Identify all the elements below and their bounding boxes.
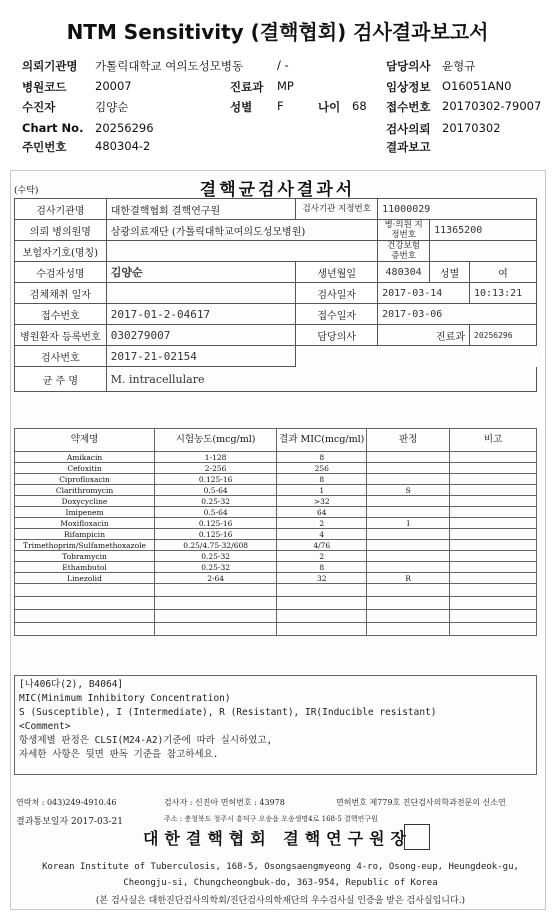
footer-institute: 대한결핵협회 결핵연구원장	[142, 829, 413, 848]
req-inst-value: 가톨릭대학교 여의도성모병동	[95, 59, 244, 73]
hosp-code-value: 20007	[95, 79, 132, 93]
drug-mic: 8	[277, 474, 367, 485]
drug-row	[15, 551, 537, 562]
drug-remark	[450, 518, 537, 529]
notes-code: [나406다(2), B4064]	[19, 679, 124, 690]
footer-license: 면허번호 제779호 진단검사의학과전문의 신소연	[336, 798, 506, 807]
drug-mic: 4/76	[277, 540, 367, 551]
empty-cell	[155, 597, 277, 610]
drug-mic: 1	[277, 485, 367, 496]
name-label: 수진자	[22, 100, 56, 114]
drug-conc: 0.125-16	[155, 474, 277, 485]
drug-name: Ciprofloxacin	[15, 474, 155, 485]
drug-name: Clarithromycin	[15, 485, 155, 496]
drug-remark	[450, 485, 537, 496]
drug-name: Cefoxitin	[15, 463, 155, 474]
drug-interp	[367, 452, 450, 463]
col-remark: 비고	[450, 429, 537, 452]
patient-value: 김양순	[106, 262, 296, 283]
age-value: 68	[352, 99, 367, 113]
req-inst-slash: / -	[277, 58, 289, 72]
insure-no-label: 건강보험 증번호	[378, 241, 430, 262]
drug-conc: 0.5-64	[155, 485, 277, 496]
drug-name: Tobramycin	[15, 551, 155, 562]
lab-value: 대한결핵협회 결핵연구원	[106, 199, 296, 220]
test-no-value: 2017-21-02154	[106, 346, 296, 367]
accept-no-label: 접수번호	[15, 304, 107, 325]
chart-value: 20256296	[95, 121, 154, 135]
insure-no-value	[430, 241, 537, 262]
drug-interp	[367, 474, 450, 485]
drug-remark	[450, 452, 537, 463]
req-inst-label: 의뢰기관명	[22, 59, 78, 73]
drug-conc: 0.5-64	[155, 507, 277, 518]
footer-eng1: Korean Institute of Tuberculosis, 168-5, Osongsaengmyeong 4-ro, Osong-eup, Heungdeok-gu,	[42, 862, 519, 872]
drug-row	[15, 463, 537, 474]
drug-interp: R	[367, 573, 450, 584]
form-sex-label: 성별	[430, 262, 470, 283]
empty-row	[15, 584, 537, 597]
request-value: 20170302	[442, 121, 501, 135]
collect-label: 검체채취 일자	[15, 283, 107, 304]
empty-cell	[15, 610, 155, 623]
lab-no-value: 11000029	[378, 199, 537, 220]
drug-name: Linezolid	[15, 573, 155, 584]
footer-report-date: 결과통보일자 2017-03-21	[16, 817, 123, 827]
name-value: 김양순	[95, 100, 129, 114]
test-date-value: 2017-03-14	[378, 283, 470, 304]
report-label: 결과보고	[386, 140, 431, 154]
drug-interp	[367, 562, 450, 573]
drug-remark	[450, 551, 537, 562]
lab-no-label: 검사기관 지정번호	[296, 199, 378, 220]
drug-mic: 4	[277, 529, 367, 540]
drug-row	[15, 496, 537, 507]
empty-row	[15, 610, 537, 623]
drug-name: Rifampicin	[15, 529, 155, 540]
drug-mic: 8	[277, 452, 367, 463]
age-label: 나이	[318, 100, 341, 114]
test-no-label: 검사번호	[15, 346, 107, 367]
drug-mic: >32	[277, 496, 367, 507]
drug-conc: 0.25-32	[155, 562, 277, 573]
drug-interp	[367, 551, 450, 562]
organism-label: 균 주 명	[15, 367, 107, 392]
doctor-value: 윤형규	[442, 59, 476, 73]
drug-remark	[450, 496, 537, 507]
request-label: 검사의뢰	[386, 122, 431, 136]
birth-label: 생년월일	[296, 262, 378, 283]
drug-conc: 0.25/4.75-32/608	[155, 540, 277, 551]
empty-cell	[450, 597, 537, 610]
organism-value: M. intracellulare	[106, 367, 536, 392]
notes-line2: S (Susceptible), I (Intermediate), R (Resistant), IR(Inducible resistant)	[19, 707, 437, 718]
col-conc: 시험농도(mcg/ml)	[155, 429, 277, 452]
footer-address-kr: 주소 : 충청북도 청주시 흥덕구 오송읍 오송생명4로 168-5 결핵연구원	[164, 815, 378, 823]
empty-cell	[367, 597, 450, 610]
drug-conc: 0.125-16	[155, 529, 277, 540]
drug-name: Doxycycline	[15, 496, 155, 507]
drug-row	[15, 562, 537, 573]
empty-cell	[155, 623, 277, 636]
drug-name: Moxifloxacin	[15, 518, 155, 529]
drug-row	[15, 452, 537, 463]
receipt-label: 접수번호	[386, 100, 431, 114]
col-interp: 판정	[367, 429, 450, 452]
drug-mic: 2	[277, 551, 367, 562]
drug-conc: 0.25-32	[155, 496, 277, 507]
drug-remark	[450, 529, 537, 540]
empty-row	[15, 623, 537, 636]
lab-label: 검사기관명	[15, 199, 107, 220]
reg-label: 병원환자 등록번호	[15, 325, 107, 346]
footer-contact: 연락처 : 043)249-4910.46	[16, 798, 117, 807]
drug-mic: 32	[277, 573, 367, 584]
test-date-label: 검사일자	[296, 283, 378, 304]
info-table	[14, 198, 537, 392]
drug-row	[15, 474, 537, 485]
sex-value: F	[277, 99, 284, 113]
form-dept-value: 20256296	[470, 325, 537, 346]
drug-row	[15, 485, 537, 496]
clinical-label: 임상정보	[386, 80, 431, 94]
empty-cell	[450, 584, 537, 597]
drug-table	[14, 428, 537, 636]
hosp-no-label: 병·의원 지정번호	[378, 220, 430, 241]
drug-interp	[367, 463, 450, 474]
empty-cell	[277, 610, 367, 623]
empty-cell	[277, 623, 367, 636]
form-title: 결핵균검사결과서	[199, 180, 356, 200]
insure-label: 보험자기호(명칭)	[15, 241, 107, 262]
drug-name: Ethambutol	[15, 562, 155, 573]
clinical-value: O16051AN0	[442, 79, 512, 93]
notes-line5: 자세한 사항은 뒷면 판독 기준을 참고하세요.	[19, 749, 219, 760]
drug-interp: I	[367, 518, 450, 529]
drug-remark	[450, 463, 537, 474]
drug-name: Amikacin	[15, 452, 155, 463]
drug-row	[15, 573, 537, 584]
notes-line3: <Comment>	[19, 721, 71, 732]
drug-interp	[367, 540, 450, 551]
empty-cell	[277, 584, 367, 597]
hosp-label: 의뢰 병의원명	[15, 220, 107, 241]
drug-mic: 2	[277, 518, 367, 529]
drug-mic: 64	[277, 507, 367, 518]
sex-label: 성별	[230, 100, 253, 114]
drug-conc: 1-128	[155, 452, 277, 463]
empty-cell	[450, 610, 537, 623]
drug-conc: 2-256	[155, 463, 277, 474]
accept-date-value: 2017-03-06	[378, 304, 537, 325]
drug-remark	[450, 573, 537, 584]
rrn-label: 주민번호	[22, 140, 67, 154]
drug-remark	[450, 540, 537, 551]
drug-conc: 2-64	[155, 573, 277, 584]
notes-line4: 항생제별 판정은 CLSI(M24-A2)기준에 따라 실시하였고,	[19, 735, 273, 746]
drug-interp	[367, 496, 450, 507]
empty-cell	[15, 623, 155, 636]
drug-row	[15, 507, 537, 518]
doctor-label: 담당의사	[386, 59, 431, 73]
footer-eng2: Cheongju-si, Chungcheongbuk-do, 363-954, Republic of Korea	[123, 878, 438, 888]
drug-row	[15, 540, 537, 551]
drug-name: Imipenem	[15, 507, 155, 518]
collect-value	[106, 283, 296, 304]
empty-row	[15, 597, 537, 610]
drug-row	[15, 529, 537, 540]
form-tag: (수탁)	[14, 186, 39, 196]
reg-value: 030279007	[106, 325, 296, 346]
rrn-value: 480304-2	[95, 139, 151, 153]
empty-cell	[15, 584, 155, 597]
birth-value: 480304	[378, 262, 430, 283]
col-drug: 약제명	[15, 429, 155, 452]
drug-conc: 0.125-16	[155, 518, 277, 529]
dept-label: 진료과	[230, 80, 264, 94]
drug-name: Trimethoprim/Sulfamethoxazole	[15, 540, 155, 551]
empty-cell	[367, 584, 450, 597]
empty-cell	[155, 584, 277, 597]
drug-interp	[367, 507, 450, 518]
test-time-value: 10:13:21	[470, 283, 537, 304]
empty-cell	[15, 597, 155, 610]
notes-box	[14, 675, 537, 775]
empty-cell	[450, 623, 537, 636]
receipt-value: 20170302-79007	[442, 99, 542, 113]
col-mic: 결과 MIC(mcg/ml)	[277, 429, 367, 452]
drug-remark	[450, 562, 537, 573]
empty-cell	[367, 623, 450, 636]
drug-conc: 0.25-32	[155, 551, 277, 562]
drug-mic: 8	[277, 562, 367, 573]
empty-cell	[155, 610, 277, 623]
drug-interp	[367, 529, 450, 540]
dept-value: MP	[277, 79, 294, 93]
report-title: NTM Sensitivity (결핵협회) 검사결과보고서	[66, 20, 489, 44]
accept-date-label: 접수일자	[296, 304, 378, 325]
hosp-value: 삼광의료재단 (가톨릭대학교여의도성모병원)	[106, 220, 377, 241]
accept-no-value: 2017-01-2-04617	[106, 304, 296, 325]
drug-mic: 256	[277, 463, 367, 474]
notes-line1: MIC(Minimum Inhibitory Concentration)	[19, 693, 231, 704]
patient-label: 수검자성명	[15, 262, 107, 283]
empty-cell	[367, 610, 450, 623]
hosp-code-label: 병원코드	[22, 80, 67, 94]
drug-row	[15, 518, 537, 529]
insure-value	[106, 241, 377, 262]
empty-cell	[277, 597, 367, 610]
footer-tester: 검사자 : 신진아 면허번호 : 43978	[164, 798, 285, 807]
physician-label: 담당의사	[296, 325, 378, 346]
official-seal-icon	[404, 824, 430, 850]
form-dept-label: 진료과	[378, 325, 470, 346]
footer-disclaimer: (본 검사실은 대한진단검사의학회/진단검사의학재단의 우수검사실 인증을 받은 검사실입니다.)	[95, 896, 466, 906]
drug-remark	[450, 474, 537, 485]
form-sex-value: 여	[470, 262, 537, 283]
drug-remark	[450, 507, 537, 518]
chart-label: Chart No.	[22, 121, 84, 135]
drug-interp: S	[367, 485, 450, 496]
test-no-blank	[296, 346, 537, 367]
hosp-no-value: 11365200	[430, 220, 537, 241]
